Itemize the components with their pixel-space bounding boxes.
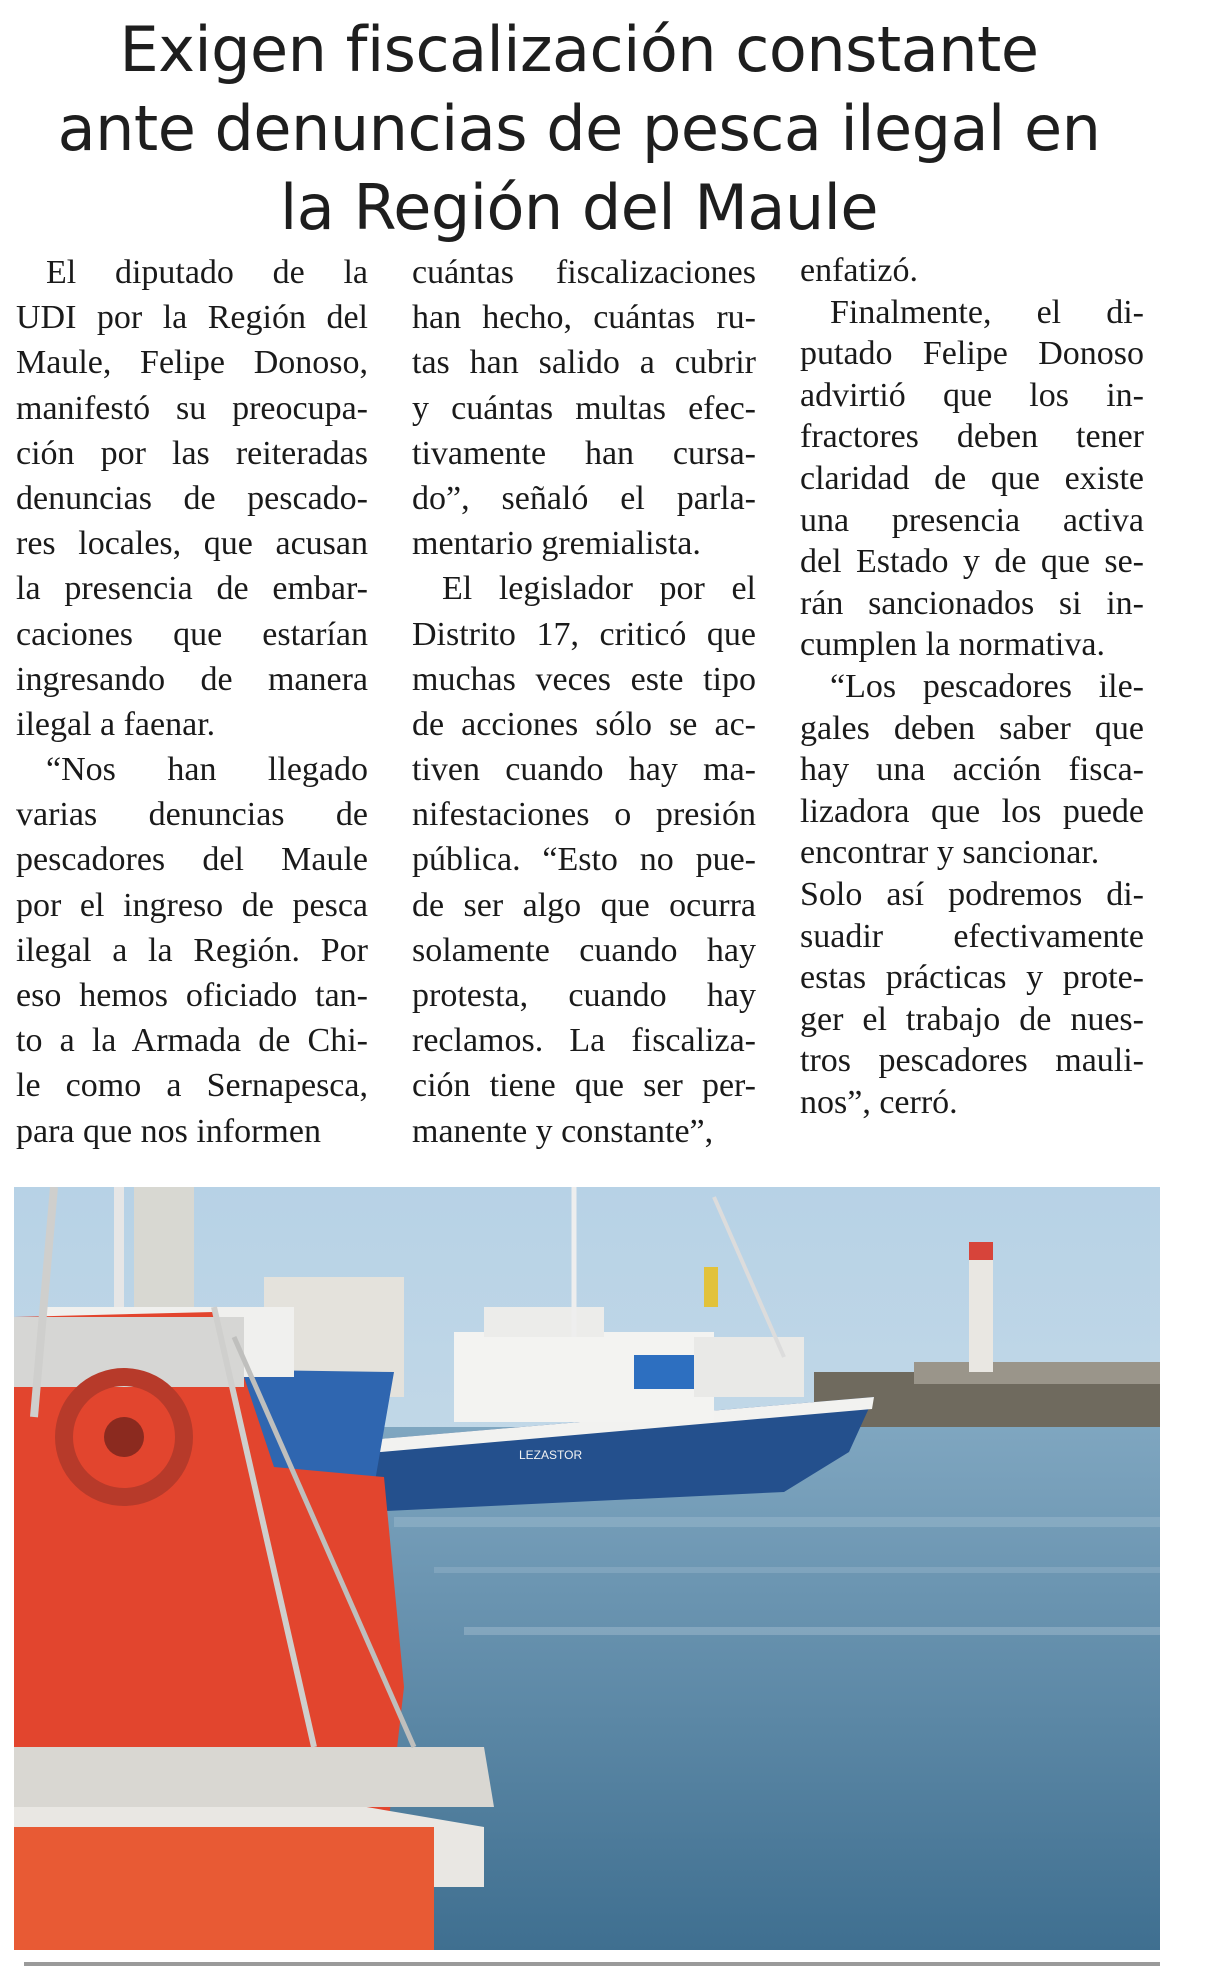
article-line: ger el trabajo de nues-	[800, 1000, 1144, 1038]
article-line: estas prácticas y prote-	[800, 959, 1144, 997]
article-line: protesta, cuando hay	[412, 977, 756, 1014]
headline	[14, 10, 1144, 247]
article-line: la presencia de embar-	[16, 570, 368, 608]
headline-line-3: la Región del Maule	[280, 171, 878, 244]
article-line: tros pescadores mauli-	[800, 1042, 1144, 1080]
article-line: res locales, que acusan	[16, 525, 368, 563]
article-line: nifestaciones o presión	[412, 796, 756, 834]
article-line: mentario gremialista.	[412, 525, 701, 563]
article-line: solamente cuando hay	[412, 931, 756, 969]
article-line: caciones que estarían	[16, 615, 368, 653]
article-line: le como a Sernapesca,	[16, 1067, 368, 1105]
article-line: Distrito 17, criticó que	[412, 615, 756, 653]
article-line: lizadora que los puede	[800, 792, 1144, 830]
article-line: para que nos informen	[16, 1112, 321, 1150]
article-line: ilegal a la Región. Por	[16, 931, 368, 969]
article-line: UDI por la Región del	[16, 299, 368, 337]
article-line: “Los pescadores ile-	[830, 667, 1144, 705]
article-line: tivamente han cursa-	[412, 434, 756, 472]
article-line: por el ingreso de pesca	[16, 886, 368, 924]
article-line: Finalmente, el di-	[830, 293, 1144, 331]
boat-name-label: LEZASTOR	[519, 1448, 583, 1462]
article-line: muchas veces este tipo	[412, 660, 756, 698]
article-line: manifestó su preocupa-	[16, 389, 368, 427]
headline-line-2: ante denuncias de pesca ilegal en	[57, 92, 1101, 165]
article-line: de acciones sólo se ac-	[412, 705, 756, 743]
article-line: El legislador por el	[442, 570, 756, 608]
article-line: fractores deben tener	[800, 418, 1144, 456]
article-line: una presencia activa	[800, 501, 1144, 539]
article-column-1	[16, 250, 368, 1154]
article-line: El diputado de la	[46, 254, 368, 291]
article-line: suadir efectivamente	[800, 917, 1144, 955]
article-line: de ser algo que ocurra	[412, 886, 756, 924]
headline-line-1: Exigen fiscalización constante	[119, 13, 1039, 86]
bottom-rule	[24, 1962, 1160, 1966]
article-line: eso hemos oficiado tan-	[16, 977, 368, 1014]
article-line: gales deben saber que	[800, 709, 1144, 747]
article-line: cumplen la normativa.	[800, 626, 1105, 664]
article-line: ción tiene que ser per-	[412, 1067, 756, 1105]
article-line: enfatizó.	[800, 252, 918, 289]
article-line: to a la Armada de Chi-	[16, 1022, 368, 1060]
article-line: ilegal a faenar.	[16, 705, 216, 743]
article-line: ingresando de manera	[16, 660, 368, 698]
article-line: denuncias de pescado-	[16, 479, 368, 517]
article-line: han hecho, cuántas ru-	[412, 299, 756, 337]
article-line: claridad de que existe	[800, 459, 1144, 497]
article-line: putado Felipe Donoso	[800, 335, 1144, 373]
article-line: hay una acción fisca-	[800, 751, 1144, 789]
article-line: del Estado y de que se-	[800, 543, 1144, 581]
article-line: ción por las reiteradas	[16, 434, 368, 472]
article-line: cuántas fiscalizaciones	[412, 254, 756, 291]
article-line: varias denuncias de	[16, 796, 368, 834]
article-line: do”, señaló el parla-	[412, 479, 756, 517]
article-line: rán sancionados si in-	[800, 584, 1144, 622]
harbor-fishing-boats-photo	[14, 1187, 1160, 1950]
article-line: pescadores del Maule	[16, 841, 368, 879]
article-column-2	[412, 250, 756, 1154]
article-line: pública. “Esto no pue-	[412, 841, 756, 879]
article-line: tas han salido a cubrir	[412, 344, 756, 382]
article-line: Solo así podremos di-	[800, 875, 1144, 913]
article-line: “Nos han llegado	[46, 751, 368, 789]
article-line: encontrar y sancionar.	[800, 834, 1100, 872]
article-line: advirtió que los in-	[800, 376, 1144, 414]
article-line: reclamos. La fiscaliza-	[412, 1022, 756, 1060]
article-column-3	[800, 250, 1144, 1123]
article-line: nos”, cerró.	[800, 1083, 958, 1121]
article-line: manente y constante”,	[412, 1112, 714, 1150]
article-line: y cuántas multas efec-	[412, 389, 756, 427]
article-line: Maule, Felipe Donoso,	[16, 344, 368, 382]
article-line: tiven cuando hay ma-	[412, 751, 756, 789]
